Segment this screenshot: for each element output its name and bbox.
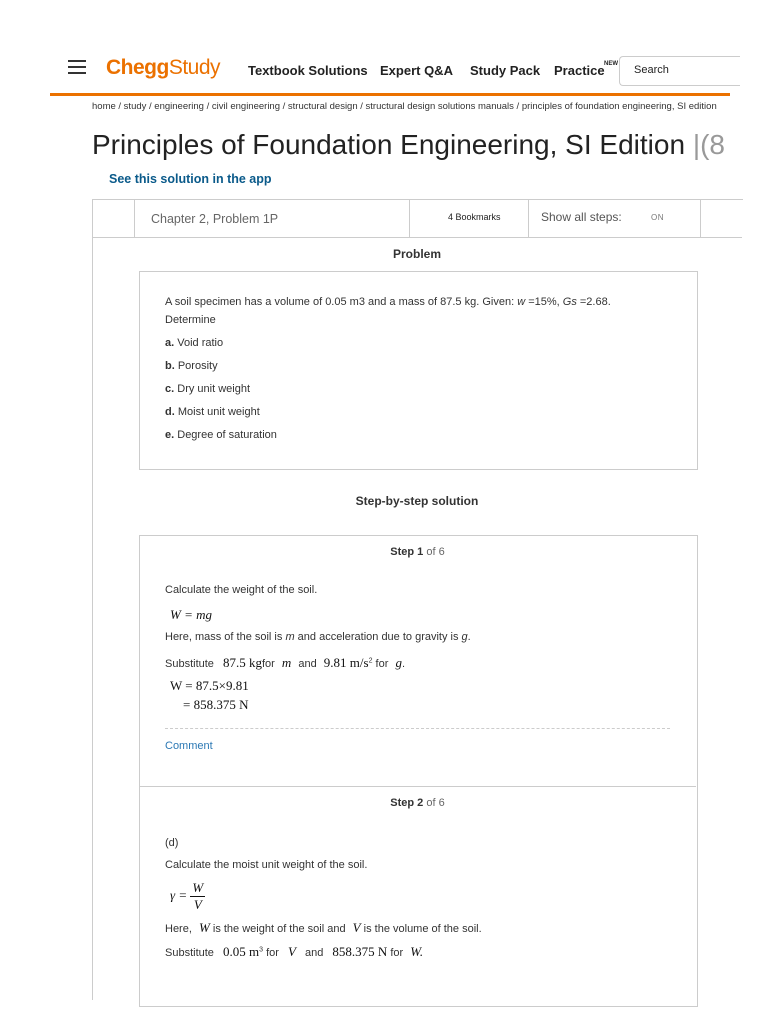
open-in-app-link[interactable]: See this solution in the app [109, 172, 272, 186]
for-text: for [261, 658, 275, 670]
and-text: and [305, 947, 324, 959]
m-symbol: m [285, 631, 295, 643]
show-steps-toggle[interactable]: ON [651, 213, 664, 222]
gs-symbol: Gs [562, 296, 577, 308]
here-text: Here, mass of the soil is [165, 631, 286, 643]
menu-icon[interactable] [68, 60, 86, 74]
search-box[interactable] [619, 56, 740, 86]
step-2-instruction: Calculate the moist unit weight of the soil. [165, 859, 368, 871]
step-divider [139, 786, 696, 787]
for-text: for [266, 947, 279, 959]
problem-item [165, 383, 250, 395]
substitute-text: Substitute [165, 947, 214, 959]
step-2-here [165, 920, 482, 936]
v-symbol: V [287, 944, 296, 959]
for-text: for [390, 947, 404, 959]
item-letter: c. [165, 383, 175, 395]
nav-textbook-solutions[interactable]: Textbook Solutions [248, 63, 368, 78]
item-text: Degree of saturation [177, 429, 277, 441]
nav-expert-qa[interactable]: Expert Q&A [380, 63, 453, 78]
chegg-study-logo[interactable] [106, 56, 220, 80]
bookmarks-button[interactable]: 4 Bookmarks [448, 212, 501, 222]
calc-text: W = 87.5×9.81 [170, 678, 249, 693]
steps-card [139, 535, 698, 1007]
item-text: Void ratio [177, 337, 224, 349]
for-text: for [375, 658, 389, 670]
here-text: . [467, 631, 471, 643]
calc-line-1 [170, 678, 249, 694]
toolbar-divider [409, 199, 410, 237]
problem-item [165, 360, 218, 372]
dashed-divider [165, 728, 670, 729]
toolbar-divider [528, 199, 529, 237]
superscript: 2 [368, 657, 373, 665]
step-1-here [165, 631, 471, 643]
solution-heading: Step-by-step solution [355, 494, 479, 508]
breadcrumb[interactable]: home / study / engineering / civil engineering / structural design / structural design solutions manuals / principles of foundation engineering, SI edition [92, 101, 717, 112]
gravity-value: 9.81 m/s [323, 655, 369, 670]
fraction [190, 880, 205, 913]
chapter-problem-selector[interactable]: Chapter 2, Problem 1P [151, 212, 279, 226]
weight-value: 858.375 N [332, 944, 388, 959]
page-title [92, 129, 732, 161]
part-label: (d) [165, 837, 179, 849]
problem-item [165, 406, 260, 418]
title-edition: (8 [700, 129, 725, 160]
logo-study-text: Study [168, 56, 221, 79]
here-text: and acceleration due to gravity is [294, 631, 462, 643]
here-text: is the volume of the soil. [363, 923, 482, 935]
item-letter: b. [165, 360, 175, 372]
numerator: W [192, 880, 204, 895]
w-symbol: W. [410, 944, 424, 959]
step-count: of 6 [426, 797, 445, 809]
problem-statement [165, 296, 665, 308]
comment-link[interactable]: Comment [165, 740, 213, 752]
equation-unit-weight [170, 880, 205, 913]
item-letter: d. [165, 406, 175, 418]
item-letter: a. [165, 337, 175, 349]
substitute-text: Substitute [165, 658, 214, 670]
here-text: is the weight of the soil and [212, 923, 346, 935]
calc-line-2 [183, 697, 248, 713]
title-separator: | [692, 129, 701, 160]
step-1-header [139, 546, 696, 558]
w-symbol: W [198, 920, 210, 935]
v-symbol: V [352, 920, 361, 935]
superscript: 3 [259, 946, 264, 954]
toolbar-divider [134, 199, 135, 237]
equation-text: W = mg [170, 607, 212, 622]
here-text: Here, [165, 923, 192, 935]
problem-item [165, 337, 223, 349]
m-symbol: m [281, 655, 292, 670]
step-label: Step 2 [390, 797, 424, 809]
item-text: Moist unit weight [177, 406, 260, 418]
toolbar-divider [700, 199, 701, 237]
problem-text: =15%, [525, 296, 563, 308]
equation-weight [170, 607, 212, 623]
gamma-symbol: γ = [170, 887, 188, 903]
item-letter: e. [165, 429, 175, 441]
step-label: Step 1 [390, 546, 424, 558]
item-text: Dry unit weight [177, 383, 251, 395]
volume-value: 0.05 m [222, 944, 260, 959]
g-symbol: g [395, 655, 402, 670]
denominator: V [193, 897, 202, 912]
determine-label: Determine [165, 314, 216, 326]
step-1-substitute: Substitute 87.5 kgfor m and 9.81 $m/s^2$ for g. [165, 655, 405, 670]
w-symbol: w [517, 296, 526, 308]
g-symbol: g [461, 631, 468, 643]
and-text: and [298, 658, 317, 670]
new-badge: NEW [604, 61, 618, 67]
problem-heading: Problem [392, 247, 441, 261]
calc-text: = 858.375 N [183, 697, 249, 712]
step-count: of 6 [426, 546, 445, 558]
book-title: Principles of Foundation Engineering, SI Edition [92, 129, 686, 160]
item-text: Porosity [177, 360, 218, 372]
show-all-steps-label: Show all steps: [541, 210, 622, 224]
nav-study-pack[interactable]: Study Pack [470, 63, 541, 78]
mass-value: 87.5 kg [222, 655, 262, 670]
problem-item [165, 429, 277, 441]
toolbar-divider [92, 237, 742, 238]
header-accent-bar [50, 93, 730, 96]
problem-text: A soil specimen has a volume of 0.05 m3 and a mass of 87.5 kg. Given: [165, 296, 518, 308]
step-2-header [139, 797, 696, 809]
logo-chegg-text: Chegg [106, 56, 169, 79]
search-input[interactable] [632, 63, 736, 77]
problem-text: =2.68. [576, 296, 611, 308]
step-2-substitute [165, 944, 423, 960]
step-1-instruction: Calculate the weight of the soil. [165, 584, 318, 596]
nav-practice[interactable]: Practice [554, 63, 605, 78]
